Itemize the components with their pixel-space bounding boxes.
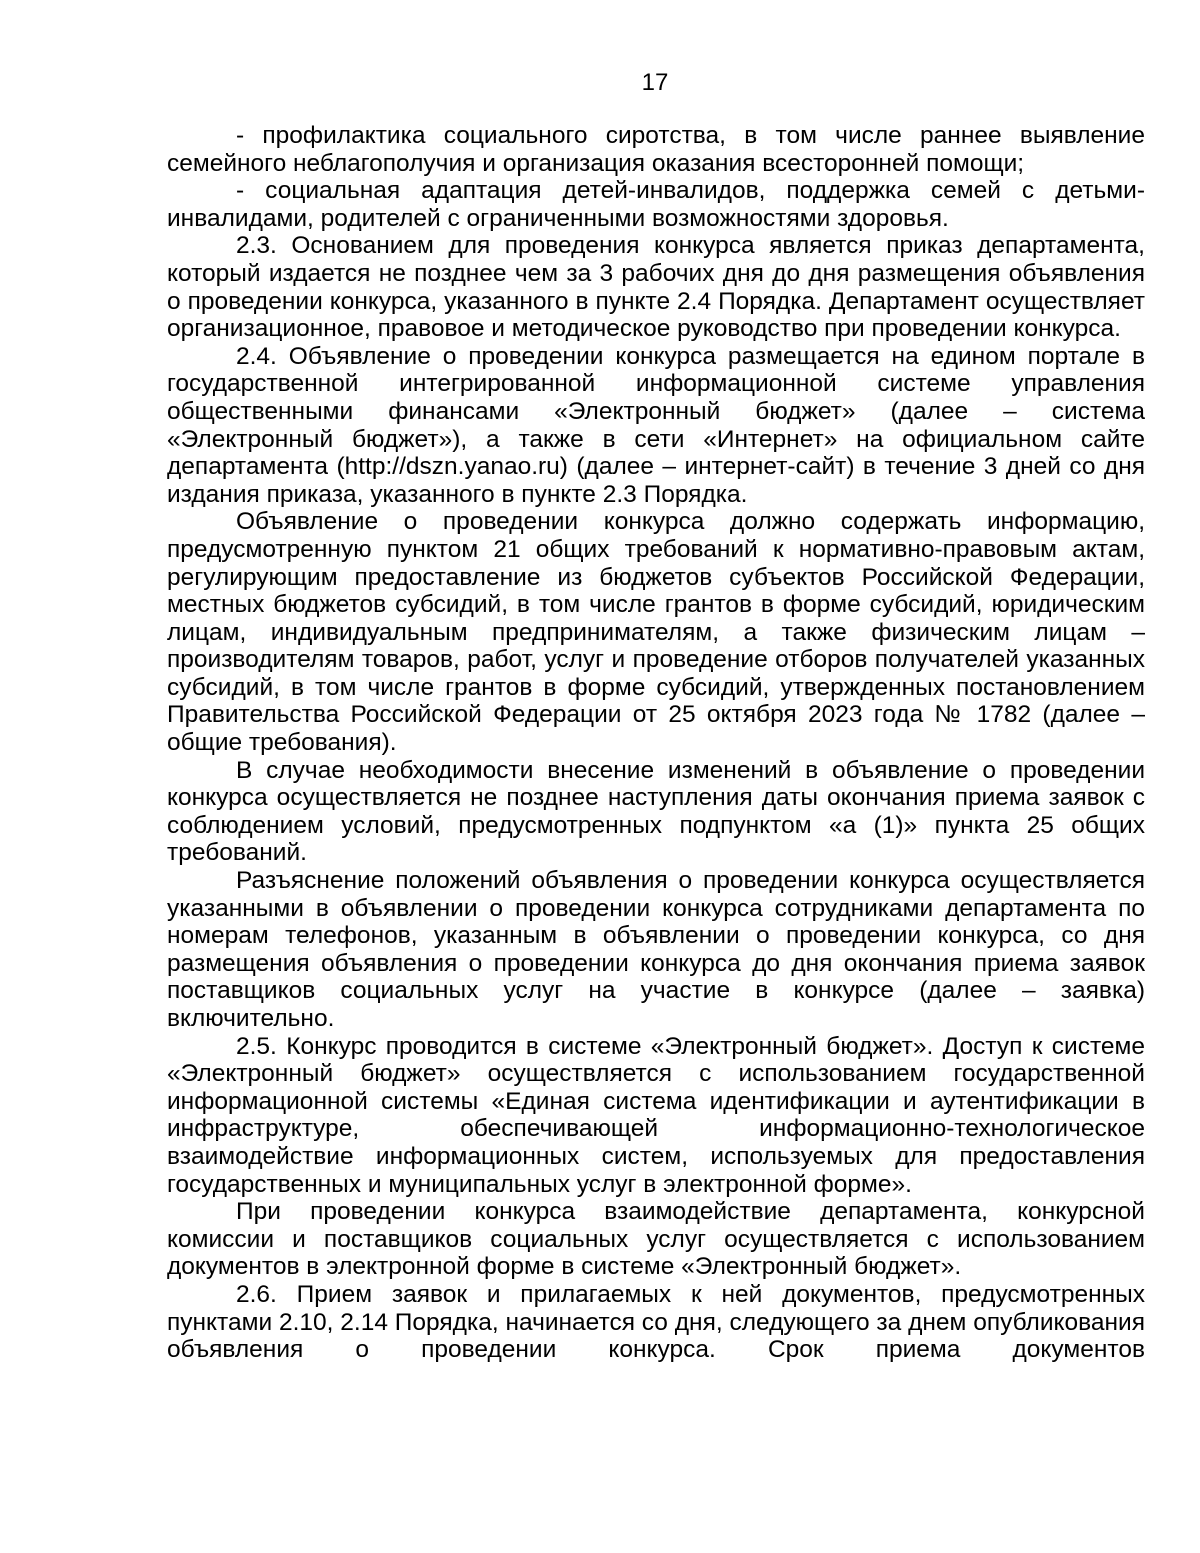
document-body [167,122,1145,1364]
page-number: 17 [641,69,669,96]
paragraph-2-3: 2.3. Основанием для проведения конкурса является приказ департамента, который издается не позднее чем за 3 рабочих дня до дня размещения объявления о проведении конкурса, указанного в пункте 2.4 Порядка. Департамент осуществляет организационное, правовое и методическое руководство при проведении конкурса. [167,232,1145,343]
paragraph-2-6: 2.6. Прием заявок и прилагаемых к ней документов, предусмотренных пунктами 2.10, 2.14 Порядка, начинается со дня, следующего за днем опубликования объявления о проведении конкурса. Срок приема документов [167,1280,1145,1364]
paragraph-announcement-content: Объявление о проведении конкурса должно содержать информацию, предусмотренную пунктом 21 общих требований к нормативно-правовым актам, регулирующим предоставление из бюджетов субъектов Российской Федерации, местных бюджетов субсидий, в том числе грантов в форме субсидий, юридическим лицам, индивидуальным предпринимателям, а также физическим лицам – производителям товаров, работ, услуг и проведение отборов получателей указанных субсидий, в том числе грантов в форме субсидий, утвержденных постановлением Правительства Российской Федерации от 25 октября 2023 года № 1782 (далее – общие требования). [167,508,1145,757]
paragraph-announcement-changes: В случае необходимости внесение изменений в объявление о проведении конкурса осуществляется не позднее наступления даты окончания приема заявок с соблюдением условий, предусмотренных подпунктом «а (1)» пункта 25 общих требований. [167,756,1145,867]
paragraph-2-4: 2.4. Объявление о проведении конкурса размещается на едином портале в государственной интегрированной информационной системе управления общественными финансами «Электронный бюджет» (далее – система «Электронный бюджет»), а также в сети «Интернет» на официальном сайте департамента (http://dszn.yanao.ru) (далее – интернет-сайт) в течение 3 дней со дня издания приказа, указанного в пункте 2.3 Порядка. [167,342,1145,508]
paragraph-2-5: 2.5. Конкурс проводится в системе «Электронный бюджет». Доступ к системе «Электронный бюджет» осуществляется с использованием государственной информационной системы «Единая система идентификации и аутентификации в инфраструктуре, обеспечивающей информационно-технологическое взаимодействие информационных систем, используемых для предоставления государственных и муниципальных услуг в электронной форме». [167,1032,1145,1198]
paragraph-electronic-interaction: При проведении конкурса взаимодействие департамента, конкурсной комиссии и поставщиков социальных услуг осуществляется с использованием документов в электронной форме в системе «Электронный бюджет». [167,1198,1145,1281]
paragraph-clarification: Разъяснение положений объявления о проведении конкурса осуществляется указанными в объявлении о проведении конкурса сотрудниками департамента по номерам телефонов, указанным в объявлении о проведении конкурса, со дня размещения объявления о проведении конкурса до дня окончания приема заявок поставщиков социальных услуг на участие в конкурсе (далее – заявка) включительно. [167,867,1145,1032]
paragraph-orphanhood-prevention: - профилактика социального сиротства, в том числе раннее выявление семейного неблагополучия и организация оказания всесторонней помощи; [167,122,1145,177]
paragraph-disabled-children-adaptation: - социальная адаптация детей-инвалидов, поддержка семей с детьми-инвалидами, родителей с ограниченными возможностями здоровья. [167,177,1145,232]
